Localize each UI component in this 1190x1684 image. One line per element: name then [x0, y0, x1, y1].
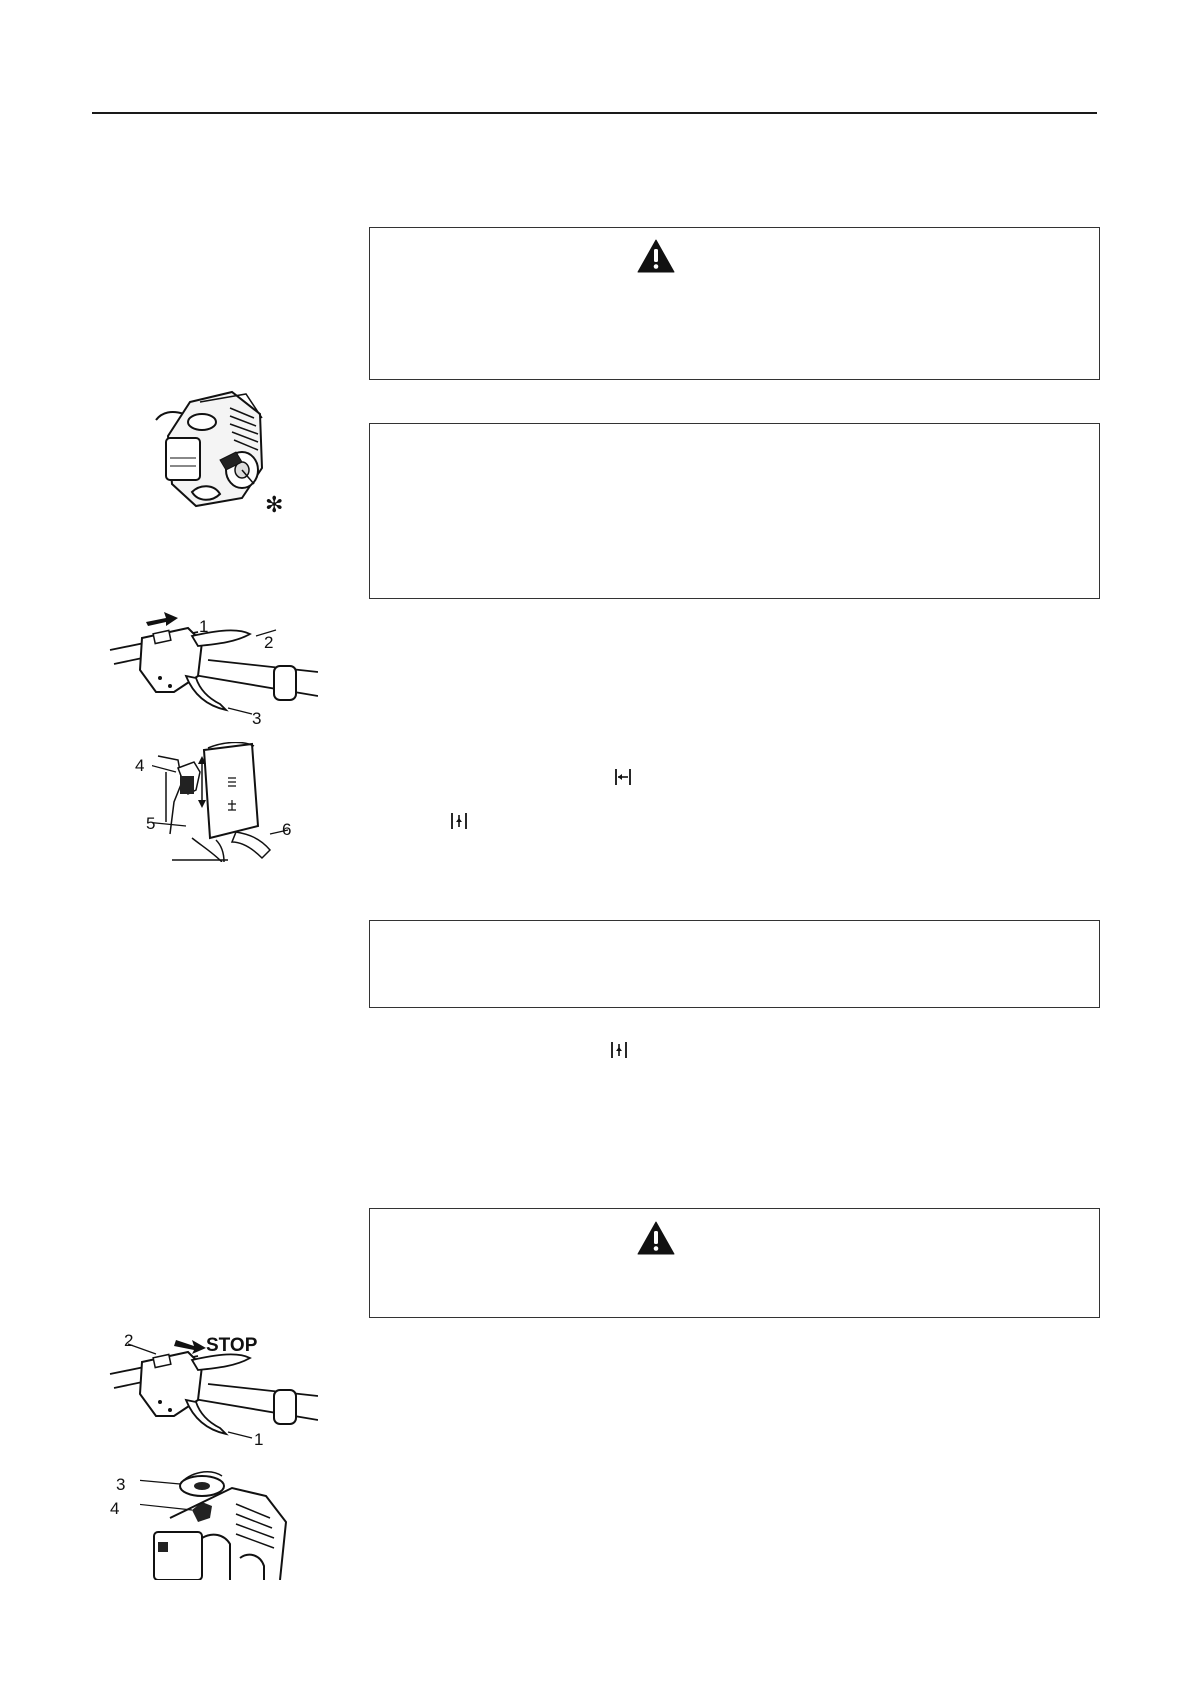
callout-2-stop: 2	[124, 1331, 134, 1350]
callout-5: 5	[146, 814, 156, 833]
warning-triangle-icon	[637, 239, 675, 273]
callout-6: 6	[282, 820, 292, 839]
engine-marker-asterisk: ✻	[265, 492, 284, 517]
choke-open-symbol-icon	[450, 812, 468, 830]
engine-illustration-bottom	[140, 1462, 300, 1580]
choke-lever-illustration	[152, 742, 292, 862]
callout-3-engine: 3	[116, 1475, 126, 1494]
callout-4: 4	[135, 756, 145, 775]
warning-box-1	[369, 227, 1100, 380]
throttle-grip-illustration	[108, 612, 318, 728]
stop-label: STOP	[206, 1335, 258, 1356]
callout-2: 2	[264, 633, 274, 652]
warning-box-4	[369, 1208, 1100, 1318]
callout-1-stop: 1	[254, 1430, 264, 1449]
choke-closed-symbol-icon	[614, 768, 632, 786]
info-box-3	[369, 920, 1100, 1008]
callout-3: 3	[252, 709, 262, 728]
info-box-2	[369, 423, 1100, 599]
callout-1: 1	[199, 617, 209, 636]
engine-illustration-top	[150, 388, 280, 518]
header-rule	[92, 112, 1097, 114]
choke-open-symbol-icon	[610, 1041, 628, 1059]
callout-4-engine: 4	[110, 1499, 120, 1518]
warning-triangle-icon	[637, 1221, 675, 1255]
